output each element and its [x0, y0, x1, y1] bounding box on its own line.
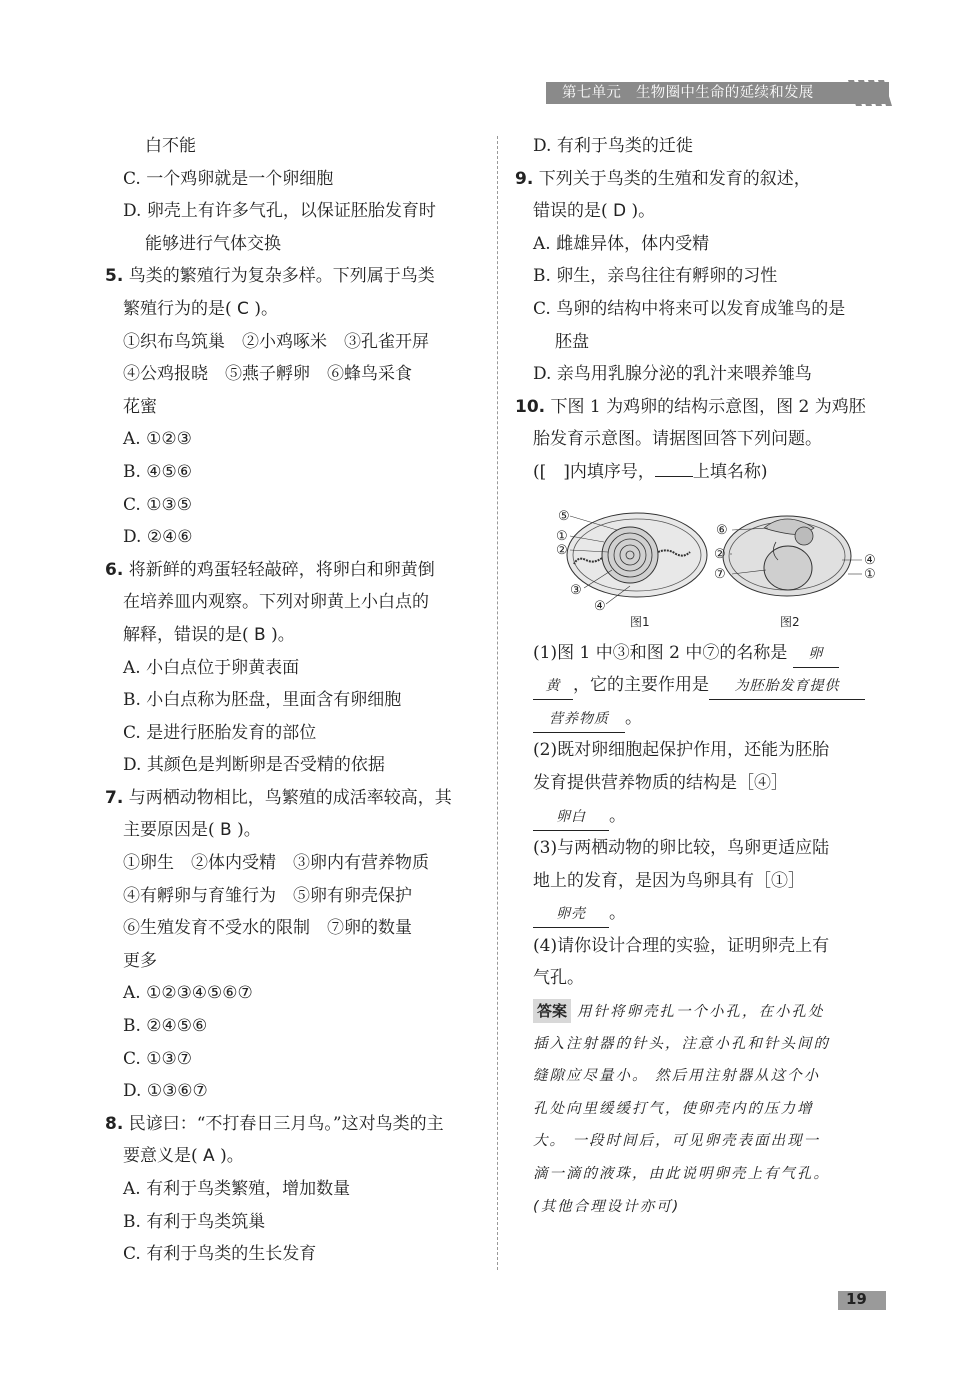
- answer-line-6: 滴一滴的液珠，由此说明卵壳上有气孔。: [533, 1166, 830, 1183]
- q5-stem-cont: 繁殖行为的是( C )。: [123, 298, 278, 319]
- fig2-label-4: ④: [864, 553, 876, 568]
- fig2-label-6: ⑥: [716, 523, 728, 538]
- fig1-label-5: ⑤: [558, 509, 570, 524]
- fig1-label-4: ④: [594, 599, 606, 614]
- q7-option-d: D. ①③⑥⑦: [123, 1081, 208, 1102]
- q7-stem-2: 主要原因是( B )。: [123, 820, 261, 841]
- answer-label: 答案: [533, 999, 571, 1023]
- q9-option-c-cont: 胚盘: [555, 331, 589, 352]
- q9-stem-2: 错误的是( D )。: [533, 201, 656, 222]
- q6-stem-2: 在培养皿内观察。下列对卵黄上小白点的: [123, 592, 429, 613]
- q6-option-c: C. 是进行胚胎发育的部位: [123, 722, 317, 743]
- p1-fill-a1: 卵: [793, 641, 839, 668]
- q10-part2-fill: 卵白 。: [515, 800, 895, 833]
- q8-option-c: C. 有利于鸟类的生长发育: [123, 1244, 317, 1265]
- answer-line-1: 答案 用针将卵壳扎一个小孔，在小孔处: [515, 995, 895, 1028]
- q8-option-a: A. 有利于鸟类繁殖，增加数量: [123, 1179, 351, 1199]
- page-number: 19: [846, 1290, 867, 1308]
- q5-items-3: 花蜜: [123, 396, 157, 417]
- q5-items-2: ④公鸡报晓 ⑤燕子孵卵 ⑥蜂鸟采食: [123, 364, 412, 385]
- q10-stem: 10. 下图 1 为鸡卵的结构示意图，图 2 为鸡胚: [515, 396, 866, 417]
- q9-answer: D: [613, 201, 627, 222]
- q4-option-c: C. 一个鸡卵就是一个卵细胞: [123, 168, 334, 189]
- q9-option-c: C. 鸟卵的结构中将来可以发育成雏鸟的是: [533, 298, 846, 319]
- left-column: [105, 130, 485, 1271]
- p1-fill-a2: 黄: [533, 673, 573, 700]
- q8-stem-2: 要意义是( A )。: [123, 1146, 244, 1167]
- q7-number: 7.: [105, 787, 124, 808]
- q10-part3-cont: 地上的发育，是因为鸟卵具有［①］: [533, 870, 805, 891]
- q6-stem-3: 解释，错误的是( B )。: [123, 624, 295, 645]
- q10-part2: (2)既对卵细胞起保护作用，还能为胚胎: [533, 740, 830, 761]
- q10-part4: (4)请你设计合理的实验，证明卵壳上有: [533, 935, 830, 956]
- q7-option-a: A. ①②③④⑤⑥⑦: [123, 983, 253, 1004]
- q5-number: 5.: [105, 266, 124, 287]
- q9-stem: 9. 下列关于鸟类的生殖和发育的叙述，: [515, 168, 811, 189]
- q5-option-b: B. ④⑤⑥: [123, 461, 193, 482]
- fig2-caption: 图2: [780, 615, 800, 629]
- q10-number: 10.: [515, 396, 546, 417]
- p2-fill: 卵白: [533, 804, 609, 831]
- q9-option-b: B. 卵生，亲鸟往往有孵卵的习性: [533, 266, 778, 287]
- q5-stem: 5. 鸟类的繁殖行为复杂多样。下列属于鸟类: [105, 266, 435, 287]
- header-stripes-icon: [848, 80, 892, 106]
- p1-fill-b1: 为胚胎发育提供: [709, 673, 865, 700]
- q7-stem: 7. 与两栖动物相比，鸟繁殖的成活率较高，其: [105, 787, 452, 808]
- q8-stem: 8. 民谚曰：“不打春日三月鸟。”这对鸟类的主: [105, 1113, 444, 1134]
- q10-part1-cont2: 营养物质 。: [515, 702, 895, 735]
- q10-stem-3: ([ ]内填序号， 上填名称): [533, 461, 768, 482]
- answer-line-2: 插入注射器的针头，注意小孔和针头间的: [533, 1035, 830, 1052]
- q10-part2-cont: 发育提供营养物质的结构是［④］: [533, 772, 788, 793]
- q8-number: 8.: [105, 1113, 124, 1134]
- fig2-embryo-development: [714, 516, 876, 629]
- column-divider: [497, 136, 498, 1270]
- q10-stem-2: 胎发育示意图。请据图回答下列问题。: [533, 429, 822, 450]
- answer-line-5: 大。 一段时间后，可见卵壳表面出现一: [533, 1133, 821, 1150]
- fig2-label-7: ⑦: [714, 567, 726, 582]
- q9-number: 9.: [515, 168, 534, 189]
- answer-line-3: 缝隙应尽量小。 然后用注射器从这个小: [533, 1068, 821, 1085]
- q6-option-d: D. 其颜色是判断卵是否受精的依据: [123, 755, 385, 776]
- q7-items-4: 更多: [123, 950, 157, 971]
- q5-option-a: A. ①②③: [123, 429, 192, 450]
- q5-answer: C: [237, 298, 249, 319]
- q6-number: 6.: [105, 559, 124, 580]
- blank-sample: [655, 476, 693, 477]
- q7-option-c: C. ①③⑦: [123, 1048, 192, 1069]
- fig1-egg-structure: [556, 509, 707, 629]
- egg-figure: [542, 508, 892, 630]
- q4-option-d-cont: 能够进行气体交换: [145, 233, 281, 254]
- q7-items-2: ④有孵卵与育雏行为 ⑤卵有卵壳保护: [123, 885, 412, 906]
- q10-part3: (3)与两栖动物的卵比较，鸟卵更适应陆: [533, 838, 830, 859]
- q8-option-d: D. 有利于鸟类的迁徙: [533, 136, 693, 156]
- q8-option-b: B. 有利于鸟类筑巢: [123, 1211, 266, 1232]
- fig2-label-2: ②: [714, 547, 726, 562]
- q7-option-b: B. ②④⑤⑥: [123, 1016, 208, 1037]
- fig1-label-2: ②: [556, 543, 568, 558]
- q6-stem: 6. 将新鲜的鸡蛋轻轻敲碎，将卵白和卵黄倒: [105, 559, 435, 580]
- q9-option-d: D. 亲鸟用乳腺分泌的乳汁来喂养雏鸟: [533, 364, 812, 385]
- p1-fill-b2: 营养物质: [533, 706, 625, 733]
- fig1-caption: 图1: [630, 615, 650, 629]
- answer-line-4: 孔处向里缓缓打气，使卵壳内的压力增: [533, 1100, 814, 1117]
- q5-items-1: ①织布鸟筑巢 ②小鸡啄米 ③孔雀开屏: [123, 331, 429, 352]
- q4-b-cont: 白不能: [145, 136, 196, 156]
- right-column: [515, 130, 895, 1223]
- q10-part3-fill: 卵壳 。: [515, 897, 895, 930]
- q7-items-3: ⑥生殖发育不受水的限制 ⑦卵的数量: [123, 918, 412, 939]
- q9-option-a: A. 雌雄异体，体内受精: [533, 233, 710, 254]
- q10-part4-cont: 气孔。: [533, 968, 584, 989]
- q6-option-a: A. 小白点位于卵黄表面: [123, 657, 300, 678]
- q5-option-c: C. ①③⑤: [123, 494, 192, 515]
- fig1-label-1: ①: [556, 529, 568, 544]
- q10-part1: (1)图 1 中③和图 2 中⑦的名称是 卵: [515, 637, 895, 670]
- q6-answer: B: [254, 624, 266, 645]
- unit-title: 第七单元 生物圈中生命的延续和发展: [562, 85, 814, 101]
- p3-fill: 卵壳: [533, 901, 609, 928]
- answer-line-7: (其他合理设计亦可): [533, 1198, 681, 1215]
- fig2-label-1: ①: [864, 567, 876, 582]
- q4-option-d: D. 卵壳上有许多气孔，以保证胚胎发育时: [123, 201, 436, 222]
- q5-option-d: D. ②④⑥: [123, 527, 193, 548]
- q7-answer: B: [220, 820, 232, 841]
- q6-option-b: B. 小白点称为胚盘，里面含有卵细胞: [123, 690, 402, 711]
- q10-part1-cont: 黄 ，它的主要作用是 为胚胎发育提供: [515, 669, 895, 702]
- q7-items-1: ①卵生 ②体内受精 ③卵内有营养物质: [123, 853, 429, 874]
- q8-answer: A: [203, 1146, 215, 1167]
- fig1-label-3: ③: [570, 583, 582, 598]
